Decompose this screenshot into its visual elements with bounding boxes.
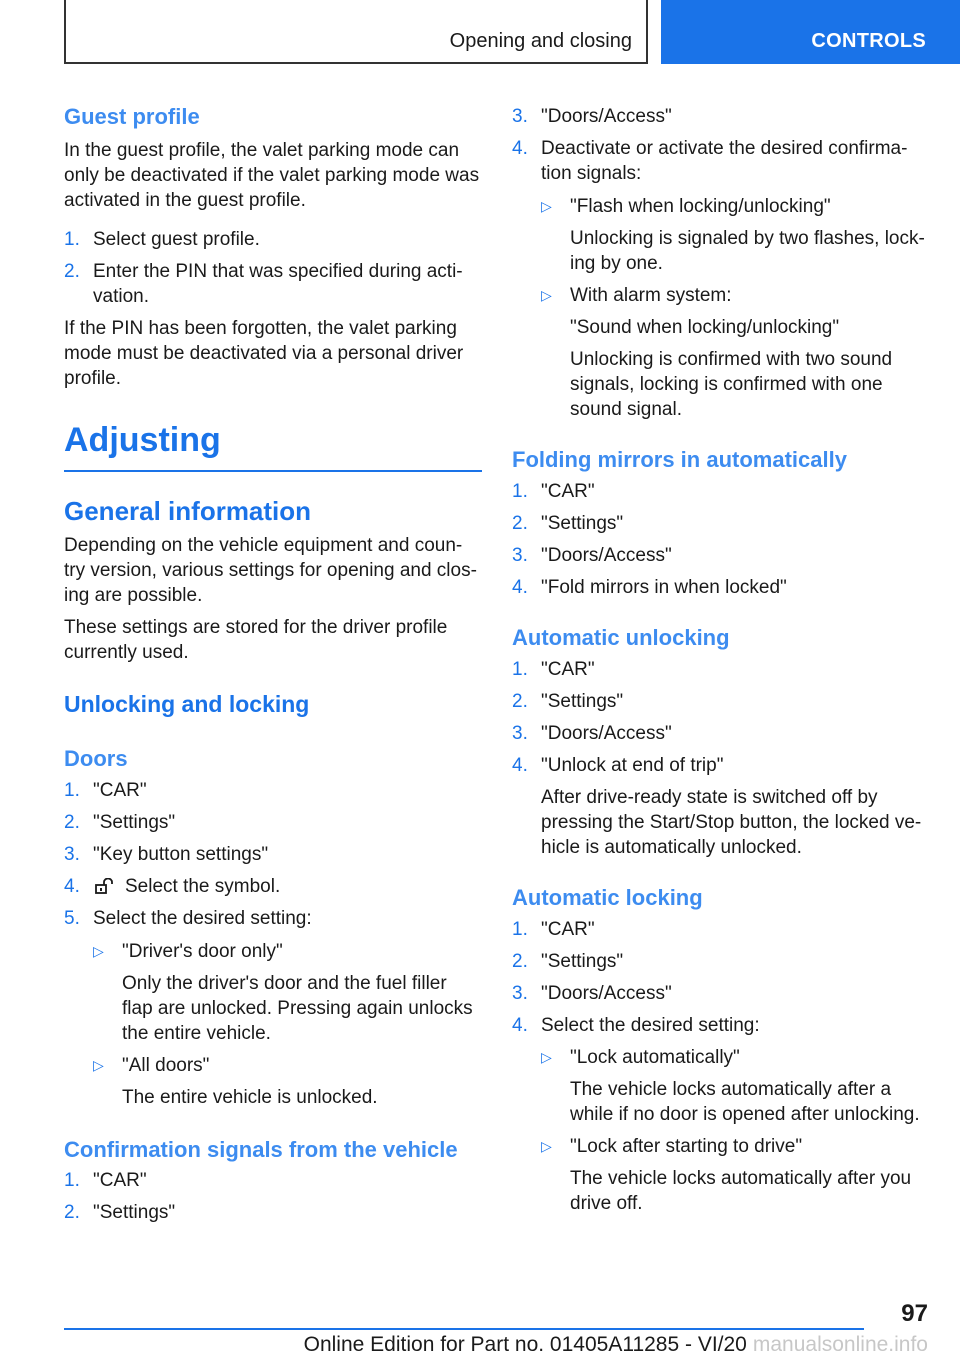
list-item: 4. "Unlock at end of trip" bbox=[512, 755, 724, 776]
list-item: 1. "CAR" bbox=[64, 780, 147, 801]
bullet-item: ▷ "Lock after starting to drive" bbox=[541, 1136, 803, 1157]
automatic-locking-heading: Automatic locking bbox=[512, 885, 703, 910]
edition-text: Online Edition for Part no. 01405A11285 - VI/20 bbox=[303, 1333, 747, 1356]
bullet-item: ▷ "Driver's door only" bbox=[93, 941, 283, 962]
page-number: 97 bbox=[901, 1300, 928, 1327]
list-item: 3. "Doors/Access" bbox=[512, 106, 672, 127]
guest-pin-text: If the PIN has been forgotten, the valet parking mode must be deactivated via a personal driver profile. bbox=[64, 318, 464, 389]
footer-divider bbox=[64, 1328, 864, 1330]
list-item: 2. "Settings" bbox=[64, 812, 176, 833]
autolock-steps bbox=[512, 917, 930, 1216]
list-item: 1. "CAR" bbox=[512, 659, 595, 680]
page-header bbox=[0, 0, 960, 66]
bullet-description: Only the driver's door and the fuel filler flap are unlocked. Pressing again unlocks the entire vehicle. bbox=[122, 973, 473, 1044]
general-info-heading: General information bbox=[64, 496, 312, 526]
right-column bbox=[512, 104, 930, 1216]
list-item: 2. Enter the PIN that was specified during acti-vation. bbox=[64, 261, 463, 307]
autounlock-steps bbox=[512, 657, 930, 860]
bullet-item: ▷ "Flash when locking/unlocking" bbox=[541, 196, 831, 217]
bullet-description: Unlocking is confirmed with two sound signals, locking is confirmed with one sound signal. bbox=[570, 349, 893, 420]
list-item: 5. Select the desired setting: bbox=[64, 908, 312, 929]
unlocking-locking-heading: Unlocking and locking bbox=[64, 691, 310, 717]
fold-steps bbox=[512, 479, 930, 600]
doors-steps bbox=[64, 778, 482, 1110]
chapter-title: CONTROLS bbox=[811, 30, 926, 52]
guest-profile-text: In the guest profile, the valet parking mode can only be deactivated if the valet parking mode was activated in the guest profile. bbox=[64, 140, 480, 211]
list-item: 2. "Settings" bbox=[512, 513, 624, 534]
list-item: 1. "CAR" bbox=[512, 481, 595, 502]
guest-steps bbox=[64, 227, 482, 309]
unlock-icon bbox=[95, 878, 115, 894]
list-item: 2. "Settings" bbox=[64, 1202, 176, 1223]
bullet-description: Unlocking is signaled by two flashes, lock-ing by one. bbox=[570, 228, 925, 274]
list-item: 3. "Doors/Access" bbox=[512, 723, 672, 744]
list-item: 4. Deactivate or activate the desired confirma-tion signals: bbox=[512, 138, 908, 184]
list-item: 2. "Settings" bbox=[512, 691, 624, 712]
automatic-unlocking-heading: Automatic unlocking bbox=[512, 625, 730, 650]
list-item: 1. Select guest profile. bbox=[64, 229, 260, 250]
folding-mirrors-heading: Folding mirrors in automatically bbox=[512, 447, 847, 472]
adjusting-heading: Adjusting bbox=[64, 421, 482, 472]
confirmation-heading: Confirmation signals from the vehicle bbox=[64, 1137, 458, 1162]
bullet-item: ▷ "All doors" bbox=[93, 1055, 210, 1076]
bullet-description: The vehicle locks automatically after a while if no door is opened after unlocking. bbox=[570, 1079, 920, 1125]
list-item: 1. "CAR" bbox=[512, 919, 595, 940]
confirm-steps bbox=[64, 1168, 482, 1225]
bullet-description: The entire vehicle is unlocked. bbox=[122, 1087, 378, 1108]
bullet-description: The vehicle locks automatically after you drive off. bbox=[570, 1168, 912, 1214]
list-item: 4. Select the symbol. bbox=[64, 876, 281, 897]
bullet-item: ▷ "Lock automatically" bbox=[541, 1047, 740, 1068]
footer-edition bbox=[304, 1333, 928, 1357]
watermark-site: manualsonline.info bbox=[752, 1333, 928, 1356]
step-description: After drive-ready state is switched off by pressing the Start/Stop button, the locked ve-hicle is automatically unlocked. bbox=[541, 787, 922, 858]
list-item: 4. Select the desired setting: bbox=[512, 1015, 760, 1036]
bullet-item: ▷ With alarm system: bbox=[541, 285, 732, 306]
bullet-description: "Sound when locking/unlocking" bbox=[570, 317, 840, 338]
doors-heading: Doors bbox=[64, 746, 128, 771]
guest-profile-heading: Guest profile bbox=[64, 104, 200, 129]
list-item: 1. "CAR" bbox=[64, 1170, 147, 1191]
left-column bbox=[64, 100, 482, 1225]
section-tab bbox=[64, 0, 648, 64]
general-info-text-2: These settings are stored for the driver profile currently used. bbox=[64, 617, 448, 663]
list-item: 4. "Fold mirrors in when locked" bbox=[512, 577, 787, 598]
list-item: 3. "Doors/Access" bbox=[512, 983, 672, 1004]
section-title: Opening and closing bbox=[449, 30, 632, 52]
general-info-text: Depending on the vehicle equipment and coun-try version, various settings for opening and clos-ing are possible. bbox=[64, 535, 477, 606]
list-item: 3. "Doors/Access" bbox=[512, 545, 672, 566]
list-item: 3. "Key button settings" bbox=[64, 844, 269, 865]
chapter-tab bbox=[661, 0, 960, 64]
list-item: 2. "Settings" bbox=[512, 951, 624, 972]
